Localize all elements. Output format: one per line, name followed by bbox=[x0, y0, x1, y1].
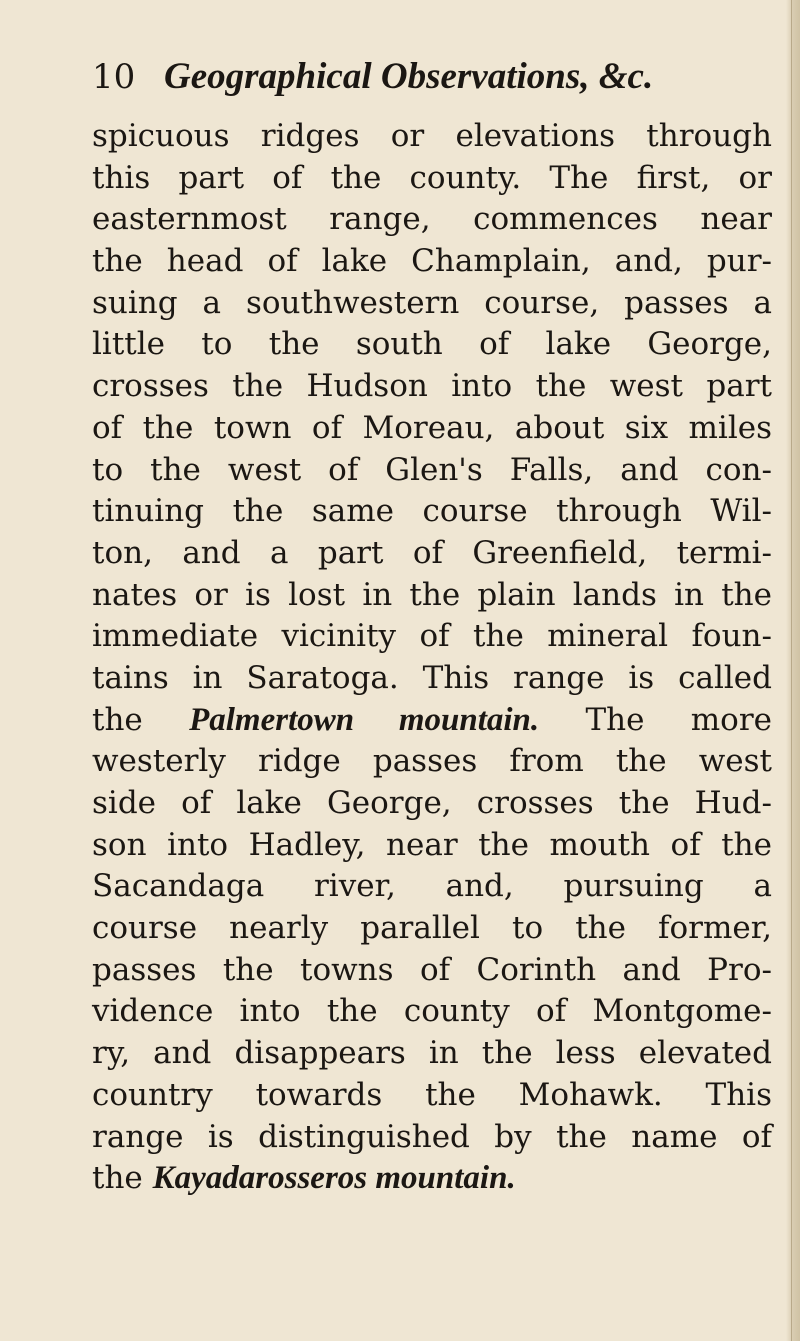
text-segment: tains in Saratoga. This range is called bbox=[92, 659, 772, 696]
text-line bbox=[92, 241, 772, 283]
text-segment: ry, and disappears in the less elevated bbox=[92, 1035, 772, 1072]
page-edge-line bbox=[791, 0, 792, 1341]
text-segment: son into Hadley, near the mouth of the bbox=[92, 826, 772, 863]
text-line bbox=[92, 158, 772, 200]
text-segment: ton, and a part of Greenfield, termi- bbox=[92, 534, 772, 571]
text-segment: country towards the Mohawk. This bbox=[92, 1076, 772, 1113]
text-segment: suing a southwestern course, passes a bbox=[92, 284, 772, 321]
text-segment: immediate vicinity of the mineral foun- bbox=[92, 618, 772, 655]
text-segment: Sacandaga river, and, pursuing a bbox=[92, 868, 772, 905]
text-line bbox=[92, 700, 772, 742]
text-segment: vidence into the county of Montgome- bbox=[92, 993, 772, 1030]
text-segment: nates or is lost in the plain lands in the bbox=[92, 576, 772, 613]
text-line bbox=[92, 491, 772, 533]
text-line bbox=[92, 324, 772, 366]
text-segment: range is distinguished by the name of bbox=[92, 1118, 772, 1155]
text-segment: passes the towns of Corinth and Pro- bbox=[92, 951, 772, 988]
text-segment: course nearly parallel to the former, bbox=[92, 910, 772, 947]
text-line bbox=[92, 950, 772, 992]
text-segment: of the town of Moreau, about six miles bbox=[92, 409, 772, 446]
text-line bbox=[92, 866, 772, 908]
text-line bbox=[92, 1033, 772, 1075]
italic-place-name: Palmertown mountain. bbox=[189, 701, 540, 738]
body-text bbox=[92, 116, 772, 1200]
text-line bbox=[92, 533, 772, 575]
text-segment: tinuing the same course through Wil- bbox=[92, 493, 772, 530]
italic-place-name: Kayadarosseros mountain. bbox=[152, 1160, 516, 1197]
text-segment: the bbox=[92, 701, 190, 738]
text-line bbox=[92, 783, 772, 825]
text-segment: the bbox=[92, 1160, 153, 1197]
text-line bbox=[92, 408, 772, 450]
text-line bbox=[92, 991, 772, 1033]
text-line bbox=[92, 366, 772, 408]
text-line bbox=[92, 575, 772, 617]
text-line bbox=[92, 1117, 772, 1159]
page-number: 10 bbox=[92, 57, 136, 97]
text-segment: spicuous ridges or elevations through bbox=[92, 118, 772, 154]
text-line bbox=[92, 116, 772, 158]
page-header bbox=[92, 52, 732, 102]
text-segment: side of lake George, crosses the Hud- bbox=[92, 785, 772, 821]
text-line bbox=[92, 450, 772, 492]
text-segment: little to the south of lake George, bbox=[92, 326, 772, 363]
text-line bbox=[92, 658, 772, 700]
text-segment: this part of the county. The first, or bbox=[92, 159, 772, 196]
text-line bbox=[92, 908, 772, 950]
text-line bbox=[92, 1075, 772, 1117]
text-line bbox=[92, 741, 772, 783]
text-line bbox=[92, 199, 772, 241]
page-edge bbox=[786, 0, 800, 1341]
text-segment: westerly ridge passes from the west bbox=[92, 743, 772, 780]
text-line bbox=[92, 825, 772, 867]
text-line bbox=[92, 616, 772, 658]
text-segment: easternmost range, commences near bbox=[92, 201, 772, 238]
running-title: Geographical Observations, &c. bbox=[164, 56, 654, 97]
text-segment: The more bbox=[539, 701, 772, 738]
text-segment: crosses the Hudson into the west part bbox=[92, 368, 772, 405]
text-line bbox=[92, 1158, 772, 1200]
text-segment: to the west of Glen's Falls, and con- bbox=[92, 451, 772, 488]
text-segment: the head of lake Champlain, and, pur- bbox=[92, 243, 772, 280]
text-line bbox=[92, 283, 772, 325]
